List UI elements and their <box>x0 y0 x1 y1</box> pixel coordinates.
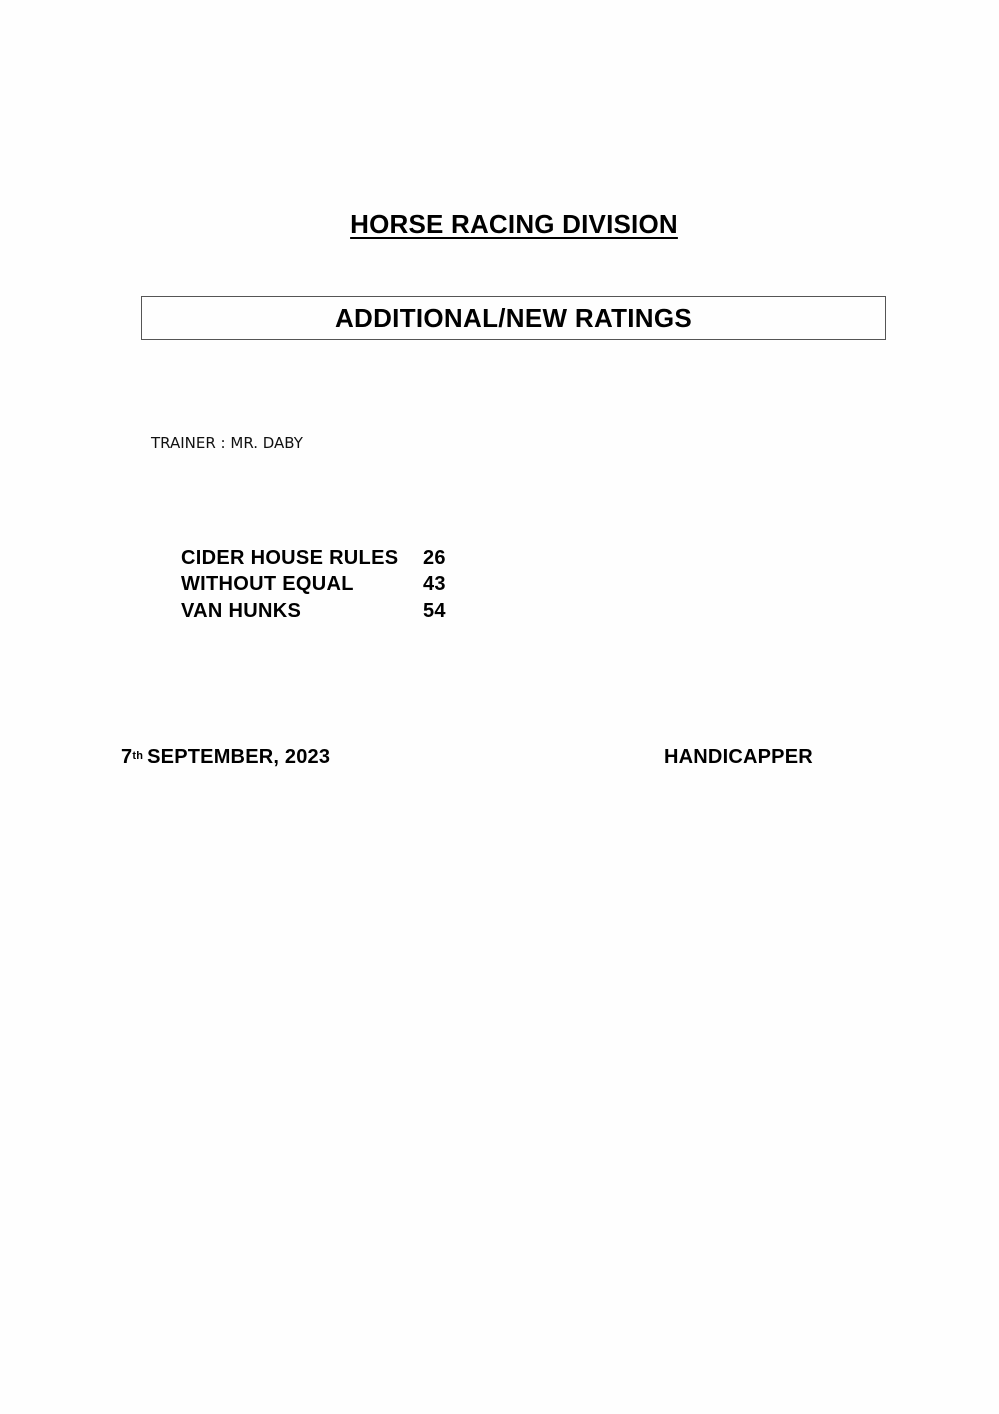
horse-rating: 54 <box>423 599 446 622</box>
list-item <box>181 572 463 599</box>
horse-rating: 26 <box>423 546 446 569</box>
horse-name: WITHOUT EQUAL <box>181 573 354 596</box>
trainer-name: TRAINER : MR. DABY <box>151 434 303 452</box>
list-item <box>181 545 463 572</box>
date-day: 7 <box>121 746 133 768</box>
date-month-year: SEPTEMBER, 2023 <box>147 746 331 768</box>
horse-rating: 43 <box>423 573 446 596</box>
signatory-role: HANDICAPPER <box>664 746 813 768</box>
horse-ratings-list <box>181 545 463 625</box>
list-item <box>181 598 463 625</box>
horse-name: CIDER HOUSE RULES <box>181 546 399 569</box>
date-ordinal-suffix: th <box>132 750 144 762</box>
document-date <box>121 744 330 770</box>
ratings-title: ADDITIONAL/NEW RATINGS <box>334 303 693 333</box>
ratings-title-box <box>141 296 886 340</box>
horse-name: VAN HUNKS <box>181 599 302 622</box>
division-title: HORSE RACING DIVISION <box>350 209 678 239</box>
